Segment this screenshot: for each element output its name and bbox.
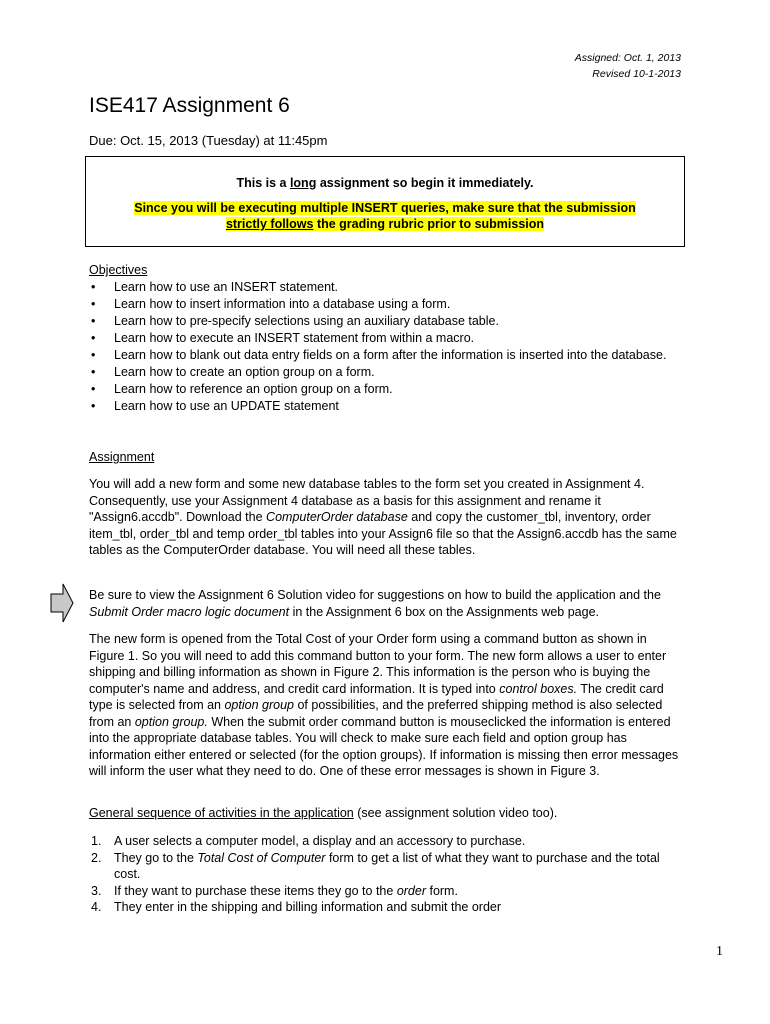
list-item: • Learn how to use an INSERT statement. xyxy=(91,280,338,294)
list-item: 3. If they want to purchase these items they go to the order form. xyxy=(91,883,458,898)
sequence-list xyxy=(89,833,679,916)
assignment-heading: Assignment xyxy=(89,450,155,464)
list-item: • Learn how to use an UPDATE statement xyxy=(91,399,339,413)
list-item: 2. They go to the Total Cost of Computer form to get a list of what they want to purchase and the total cost. xyxy=(91,850,660,881)
notice-box xyxy=(85,156,685,247)
list-item: • Learn how to insert information into a database using a form. xyxy=(91,297,451,311)
assignment-paragraph-2: Be sure to view the Assignment 6 Solution video for suggestions on how to build the application and the Submit Order macro logic document in the Assignment 6 box on the Assignments web page. xyxy=(89,588,661,619)
due-date: Due: Oct. 15, 2013 (Tuesday) at 11:45pm xyxy=(89,133,328,148)
objectives-heading: Objectives xyxy=(89,263,148,277)
right-arrow-icon xyxy=(50,583,74,623)
assignment-dates xyxy=(575,50,681,82)
list-item: 4. They enter in the shipping and billing information and submit the order xyxy=(91,900,502,914)
list-item: • Learn how to reference an option group on a form. xyxy=(91,382,393,396)
revised-date: Revised 10-1-2013 xyxy=(592,68,681,80)
list-item: • Learn how to execute an INSERT statement from within a macro. xyxy=(91,331,475,345)
assigned-date: Assigned: Oct. 1, 2013 xyxy=(574,52,681,64)
list-item: • Learn how to blank out data entry fields on a form after the information is inserted into the database. xyxy=(91,348,667,362)
assignment-paragraph-3: The new form is opened from the Total Cost of your Order form using a command button as shown in Figure 1. So you will need to add this command button to your form. The new form allows a user to enter shipping and billing information as shown in Figure 2. This information is the person who is buying the computer's name and address, and credit card information. It is typed into control boxes. The credit card type is selected from an option group of possibilities, and the preferred shipping method is also selected from an option group. When the submit order command button is mouseclicked the information is entered into the appropriate database tables. You will check to make sure each field and option group has information either entered or selected (for the option groups). If information is missing then error messages will inform the user what they need to do. One of these error messages is shown in Figure 3. xyxy=(89,632,679,778)
sequence-heading: General sequence of activities in the application (see assignment solution video too). xyxy=(89,806,558,820)
objectives-list xyxy=(89,279,679,415)
notice-line-2: Since you will be executing multiple INSERT queries, make sure that the submission strictly follows the grading rubric prior to submission xyxy=(134,201,636,231)
list-item: 1. A user selects a computer model, a display and an accessory to purchase. xyxy=(91,834,526,848)
list-item: • Learn how to create an option group on a form. xyxy=(91,365,375,379)
assignment-paragraph-1: You will add a new form and some new database tables to the form set you created in Assignment 4. Consequently, use your Assignment 4 database as a basis for this assignment and rename it "Assign6.accdb". Download the ComputerOrder database and copy the customer_tbl, inventory, order item_tbl, order_tbl and temp order_tbl tables into your Assign6 file so that the Assign6.accdb has the same tables as the ComputerOrder database. You will need all these tables. xyxy=(89,477,677,557)
page-title: ISE417 Assignment 6 xyxy=(89,94,290,117)
list-item: • Learn how to pre-specify selections using an auxiliary database table. xyxy=(91,314,499,328)
notice-line-1: This is a long assignment so begin it immediately. xyxy=(236,176,534,190)
page-number: 1 xyxy=(716,944,723,959)
